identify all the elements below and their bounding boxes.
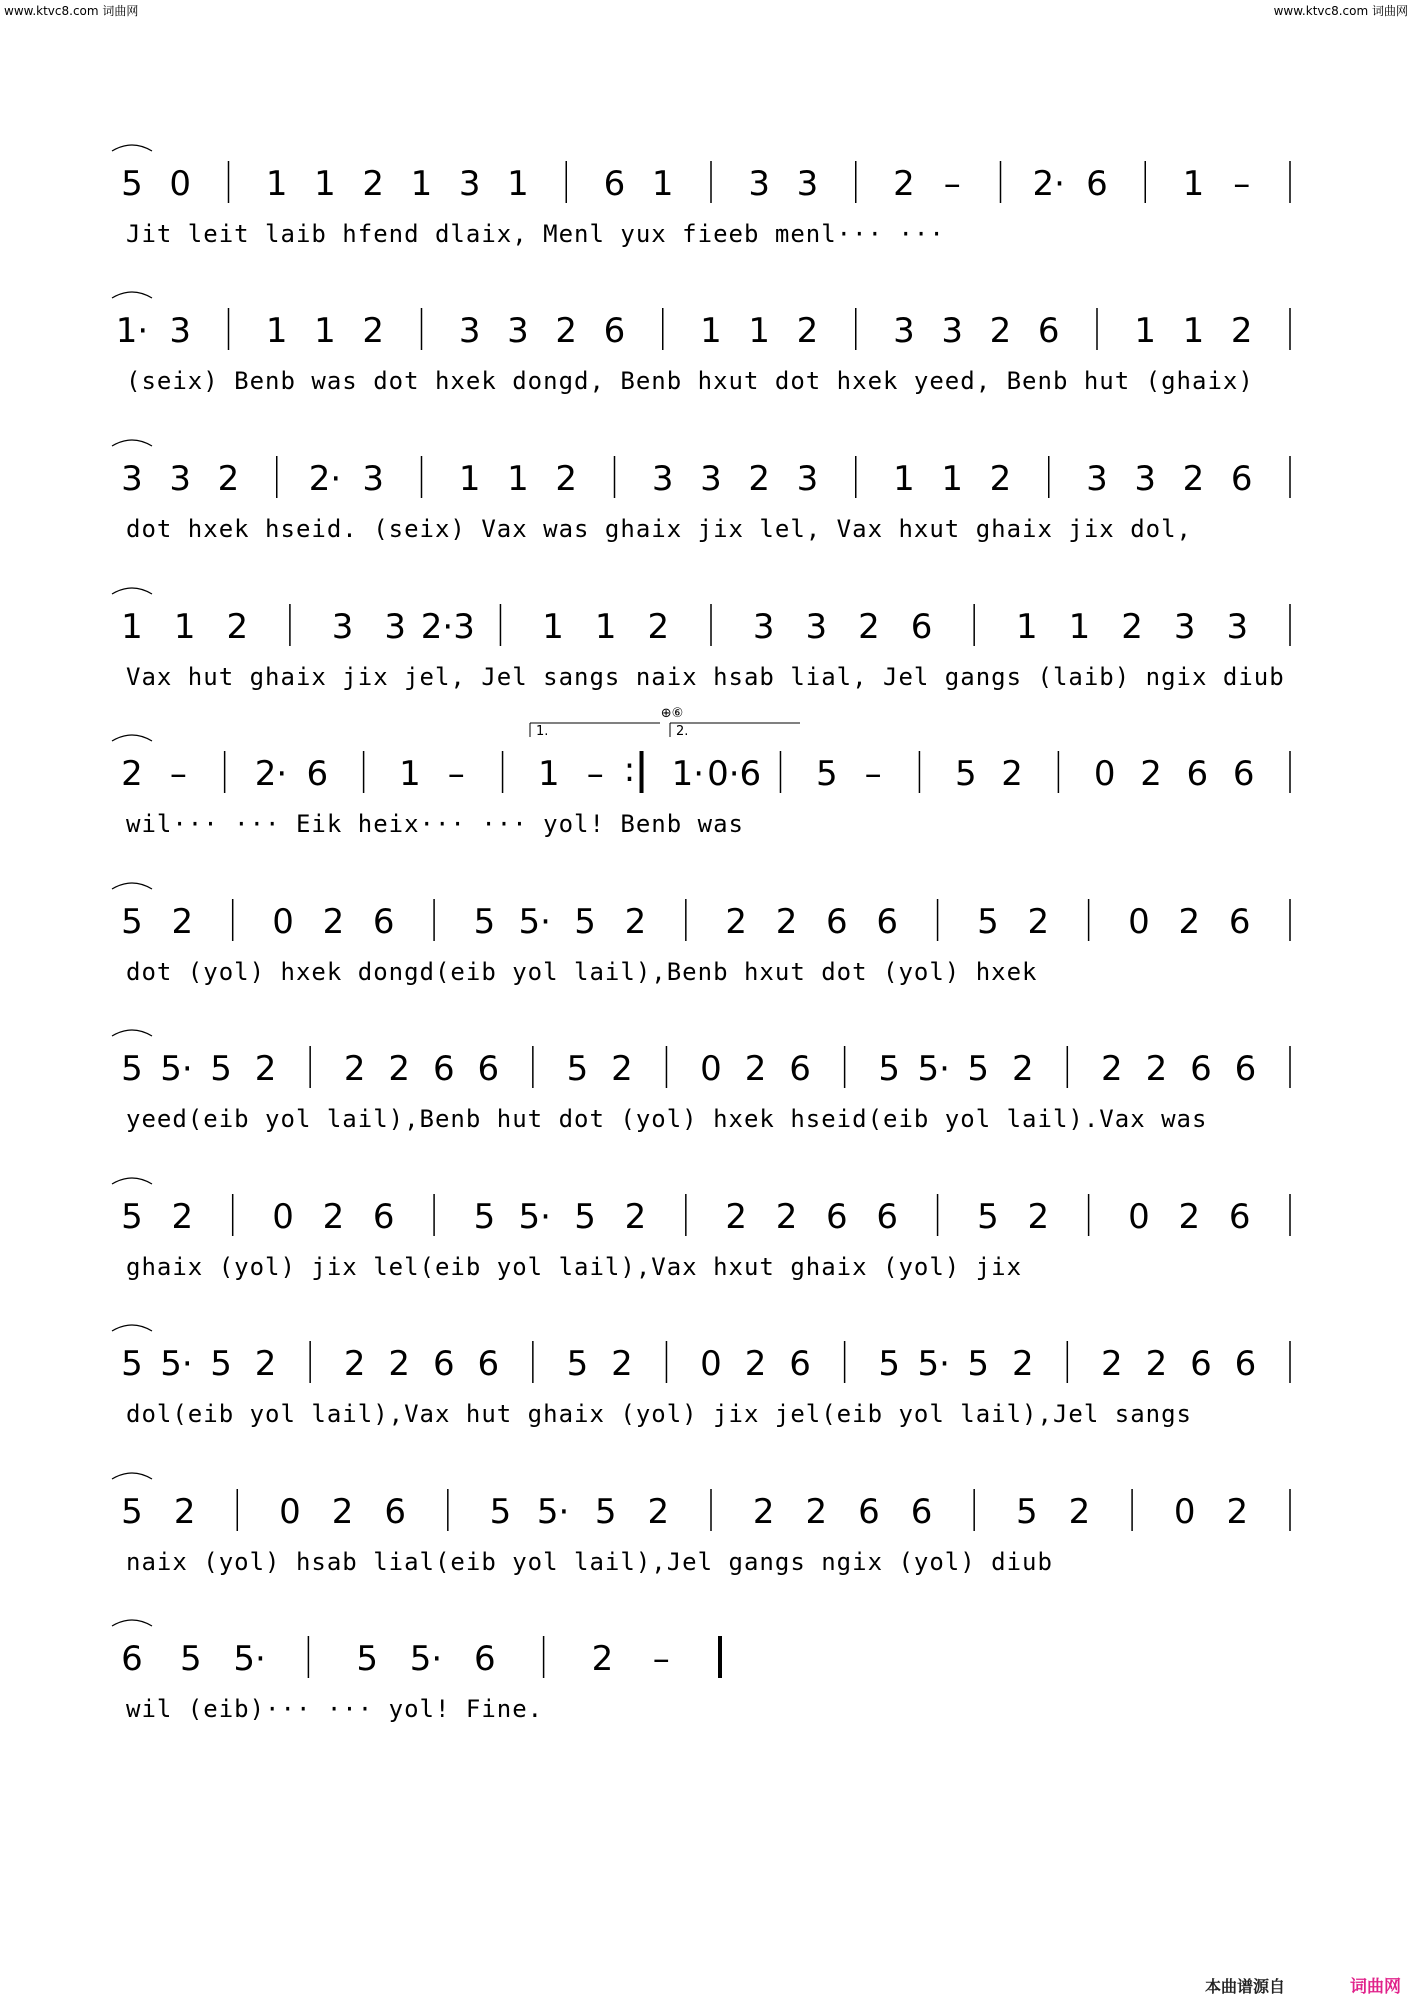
score-note: 5 <box>356 1639 379 1679</box>
score-note: 2 <box>1101 1344 1123 1384</box>
score-note: 3 <box>1134 459 1157 499</box>
score-note: 5 <box>473 902 496 942</box>
score-note: 5· <box>536 1492 570 1532</box>
score-note: 2 <box>254 1344 277 1384</box>
score-note: 3 <box>1173 607 1196 647</box>
score-note: 2 <box>362 311 385 351</box>
score-note: 5 <box>1015 1492 1038 1532</box>
score-note: 5 <box>121 1344 143 1384</box>
slur-arc <box>112 588 152 594</box>
score-note: 2 <box>805 1492 828 1532</box>
score-note: 5 <box>967 1344 990 1384</box>
score-note: 2 <box>1121 607 1143 647</box>
score-note: 5 <box>489 1492 512 1532</box>
score-note: 5· <box>917 1049 950 1089</box>
score-note: 0 <box>272 1197 294 1237</box>
score-note: 2 <box>1068 1492 1091 1532</box>
score-note: 2 <box>1001 754 1023 794</box>
score-note: 2 <box>744 1049 767 1089</box>
score-note: 1 <box>507 459 529 499</box>
footer-source-label: 本曲谱源自 <box>1205 1977 1286 1996</box>
lyrics-line: Jit leit laib hfend dlaix, Menl yux fieeb menl··· ··· <box>126 220 945 248</box>
score-note: 0 <box>700 1049 722 1089</box>
score-note: 2 <box>254 1049 277 1089</box>
score-note: 5 <box>121 902 143 942</box>
score-note: 2 <box>647 1492 670 1532</box>
score-note: 3 <box>796 164 819 204</box>
score-note: 3 <box>507 311 529 351</box>
score-note: 5· <box>409 1639 443 1679</box>
score-note: 6 <box>1190 1344 1212 1384</box>
score-note: 2 <box>624 902 647 942</box>
score-note: 3 <box>458 311 481 351</box>
score-note: 0·6 <box>707 754 762 794</box>
score-note: 2 <box>647 607 670 647</box>
score-note: 2 <box>322 902 345 942</box>
score-note: 2 <box>989 459 1012 499</box>
score-note: 2 <box>362 164 385 204</box>
score-note: 2 <box>1178 902 1201 942</box>
score-note: 2 <box>343 1344 366 1384</box>
score-note: 1· <box>115 311 149 351</box>
slur-arc <box>112 1620 152 1626</box>
volta-label: 1. <box>536 724 549 739</box>
score-note: 6 <box>876 1197 899 1237</box>
score-note: 0 <box>272 902 294 942</box>
score-note: 6 <box>876 902 899 942</box>
score-note: 6 <box>432 1344 455 1384</box>
score-note: 2 <box>1027 902 1050 942</box>
score-note: 2 <box>1027 1197 1050 1237</box>
score-note: 2·3 <box>420 607 475 647</box>
score-note: 3 <box>458 164 481 204</box>
score-note: 6 <box>477 1049 500 1089</box>
score-note: 1 <box>265 164 288 204</box>
score-note: 3 <box>1226 607 1249 647</box>
score-note: 2 <box>893 164 915 204</box>
score-note: 2 <box>1140 754 1162 794</box>
score-note: 1 <box>748 311 771 351</box>
score-note: 5 <box>594 1492 617 1532</box>
score-note: 2 <box>555 311 578 351</box>
score-note: 2 <box>322 1197 345 1237</box>
score-note: 6 <box>1228 902 1251 942</box>
score-note: 1 <box>399 754 421 794</box>
score-note: 6 <box>1230 459 1253 499</box>
lyrics-line: (seix) Benb was dot hxek dongd, Benb hxut dot hxek yeed, Benb hut (ghaix) <box>126 367 1254 395</box>
lyrics-line: naix (yol) hsab lial(eib yol lail),Jel gangs ngix (yol) diub <box>126 1548 1053 1576</box>
score-note: 2 <box>989 311 1012 351</box>
score-note: 6 <box>1190 1049 1212 1089</box>
score-note: 5 <box>179 1639 202 1679</box>
score-note: 1 <box>1182 164 1205 204</box>
score-note: 1 <box>314 164 336 204</box>
score-note: 2 <box>1011 1344 1034 1384</box>
score-note: 5 <box>977 1197 999 1237</box>
score-note: 6 <box>1232 754 1255 794</box>
score-note: 6 <box>384 1492 407 1532</box>
score-note: 6 <box>910 607 933 647</box>
score-note: 6 <box>603 311 626 351</box>
score-note: 2 <box>1226 1492 1249 1532</box>
score-note: 3 <box>121 459 143 499</box>
score-note: 2 <box>591 1639 614 1679</box>
score-note: 5 <box>473 1197 496 1237</box>
lyrics-line: wil··· ··· Eik heix··· ··· yol! Benb was <box>126 810 744 838</box>
header-watermark-left: www.ktvc8.com 词曲网 <box>4 4 139 18</box>
score-note: 2 <box>171 902 194 942</box>
score-note: 6 <box>826 1197 848 1237</box>
score-note: 2 <box>388 1344 411 1384</box>
score-note: 3 <box>748 164 771 204</box>
score-note: 2 <box>555 459 578 499</box>
score-note: 3 <box>169 459 192 499</box>
score-note: 1 <box>1182 311 1205 351</box>
score-note: 1 <box>1134 311 1157 351</box>
score-note: 5 <box>954 754 977 794</box>
score-note: 6 <box>1234 1344 1257 1384</box>
score-note: 1 <box>1015 607 1038 647</box>
score-note: 1 <box>651 164 674 204</box>
score-note: 6 <box>789 1049 811 1089</box>
score-note: 2 <box>611 1049 633 1089</box>
slur-arc <box>112 292 152 298</box>
slur-arc <box>112 440 152 446</box>
score-note: 5 <box>878 1344 900 1384</box>
coda-sign-icon: ⊕⑥ <box>660 706 684 721</box>
score-note: 2 <box>1145 1344 1168 1384</box>
score-note: 2 <box>725 1197 747 1237</box>
score-note: – <box>169 754 187 794</box>
score-note: 2 <box>1182 459 1205 499</box>
score-note: 2 <box>752 1492 775 1532</box>
score-note: 3 <box>362 459 385 499</box>
score-note: 2 <box>796 311 819 351</box>
score-note: 1 <box>893 459 915 499</box>
score-note: 1 <box>700 311 722 351</box>
score-note: 1 <box>1068 607 1091 647</box>
score-note: 2 <box>624 1197 647 1237</box>
score-note: 3 <box>805 607 828 647</box>
score-note: 1 <box>507 164 529 204</box>
score-note: 1 <box>542 607 564 647</box>
lyrics-line: dot hxek hseid. (seix) Vax was ghaix jix lel, Vax hxut ghaix jix dol, <box>126 515 1192 543</box>
score-note: 1 <box>121 607 143 647</box>
slur-arc <box>112 1473 152 1479</box>
score-note: 1 <box>173 607 196 647</box>
score-note: 2 <box>611 1344 633 1384</box>
score-note: 3 <box>700 459 722 499</box>
lyrics-line: Vax hut ghaix jix jel, Jel sangs naix hsab lial, Jel gangs (laib) ngix diub <box>126 663 1285 691</box>
score-note: 5 <box>210 1344 232 1384</box>
score-note: 6 <box>306 754 329 794</box>
score-note: 5 <box>566 1344 589 1384</box>
score-note: 1 <box>265 311 288 351</box>
slur-arc <box>112 1325 152 1331</box>
score-note: 1 <box>538 754 560 794</box>
score-note: 0 <box>700 1344 722 1384</box>
score-note: 6 <box>477 1344 500 1384</box>
score-note: 2 <box>343 1049 366 1089</box>
score-note: 0 <box>1093 754 1116 794</box>
score-note: 5 <box>121 1197 143 1237</box>
score-note: 2 <box>1230 311 1253 351</box>
score-note: – <box>586 754 604 794</box>
slur-arc <box>112 883 152 889</box>
score-note: 5 <box>210 1049 232 1089</box>
lyrics-line: wil (eib)··· ··· yol! Fine. <box>126 1695 544 1723</box>
score-note: 2 <box>725 902 747 942</box>
score-note: – <box>864 754 882 794</box>
score-note: 3 <box>752 607 775 647</box>
score-note: 1 <box>410 164 433 204</box>
score-note: 2 <box>226 607 249 647</box>
score-note: 2 <box>744 1344 767 1384</box>
score-note: 5 <box>878 1049 900 1089</box>
score-note: 6 <box>372 902 395 942</box>
score-note: 5 <box>121 1049 143 1089</box>
score-note: – <box>447 754 465 794</box>
score-note: 1 <box>941 459 964 499</box>
score-note: 3 <box>1086 459 1108 499</box>
score-note: 3 <box>796 459 819 499</box>
slur-arc <box>112 145 152 151</box>
score-note: 5 <box>121 1492 143 1532</box>
score-note: 2· <box>1032 164 1065 204</box>
score-note: 5 <box>121 164 143 204</box>
score-note: 5 <box>574 1197 596 1237</box>
score-note: 6 <box>1186 754 1209 794</box>
score-note: 2 <box>171 1197 194 1237</box>
score-note: 0 <box>1128 902 1150 942</box>
score-note: 0 <box>1128 1197 1150 1237</box>
score-note: 5· <box>160 1049 193 1089</box>
score-note: 3 <box>384 607 407 647</box>
score-note: 3 <box>893 311 915 351</box>
score-note: 2 <box>388 1049 411 1089</box>
score-note: 3 <box>941 311 964 351</box>
volta-label: 2. <box>676 724 689 739</box>
score-note: 2 <box>775 902 798 942</box>
score-note: 5 <box>977 902 999 942</box>
score-note: 1· <box>671 754 705 794</box>
score-note: 2 <box>1178 1197 1201 1237</box>
score-note: 5 <box>815 754 838 794</box>
score-note: 2 <box>775 1197 798 1237</box>
score-note: 1 <box>314 311 336 351</box>
score-note: 2 <box>1145 1049 1168 1089</box>
score-note: 6 <box>1228 1197 1251 1237</box>
score-note: 5· <box>233 1639 266 1679</box>
score-note: 2 <box>858 607 880 647</box>
lyrics-line: yeed(eib yol lail),Benb hut dot (yol) hxek hseid(eib yol lail).Vax was <box>126 1105 1208 1133</box>
score-note: 2 <box>1101 1049 1123 1089</box>
score-note: 5· <box>518 902 552 942</box>
lyrics-line: dol(eib yol lail),Vax hut ghaix (yol) jix jel(eib yol lail),Jel sangs <box>126 1400 1192 1428</box>
score-note: 0 <box>169 164 192 204</box>
score-note: 5 <box>566 1049 589 1089</box>
score-note: 6 <box>473 1639 496 1679</box>
score-note: 2 <box>748 459 771 499</box>
score-note: 2 <box>331 1492 354 1532</box>
score-note: 5 <box>967 1049 990 1089</box>
score-note: 2 <box>1011 1049 1034 1089</box>
score-note: – <box>652 1639 670 1679</box>
score-note: 2 <box>173 1492 196 1532</box>
score-note: 6 <box>826 902 848 942</box>
score-note: 5· <box>518 1197 552 1237</box>
header-watermark-right: www.ktvc8.com 词曲网 <box>1273 4 1408 18</box>
score-note: 5· <box>160 1344 193 1384</box>
lyrics-line: dot (yol) hxek dongd(eib yol lail),Benb hxut dot (yol) hxek <box>126 958 1038 986</box>
score-note: 2· <box>254 754 288 794</box>
score-note: 6 <box>432 1049 455 1089</box>
score-note: 6 <box>1234 1049 1257 1089</box>
score-note: – <box>1233 164 1251 204</box>
score-note: 6 <box>372 1197 395 1237</box>
slur-arc <box>112 1178 152 1184</box>
score-note: 3 <box>331 607 354 647</box>
score-note: 6 <box>1086 164 1108 204</box>
score-note: 2 <box>121 754 143 794</box>
score-note: 0 <box>1173 1492 1196 1532</box>
score-note: 6 <box>121 1639 143 1679</box>
repeat-sign: : <box>623 750 636 790</box>
score-note: 1 <box>458 459 481 499</box>
score-note: 2 <box>217 459 240 499</box>
score-note: – <box>943 164 961 204</box>
score-note: 5 <box>574 902 596 942</box>
score-note: 6 <box>858 1492 880 1532</box>
score-note: 0 <box>279 1492 301 1532</box>
score-note: 3 <box>169 311 192 351</box>
score-note: 2· <box>308 459 342 499</box>
footer-logo: 词曲网 <box>1350 1977 1401 1997</box>
score-note: 6 <box>910 1492 933 1532</box>
score-note: 6 <box>1037 311 1060 351</box>
score-note: 5· <box>917 1344 950 1384</box>
slur-arc <box>112 735 152 741</box>
lyrics-line: ghaix (yol) jix lel(eib yol lail),Vax hxut ghaix (yol) jix <box>126 1253 1023 1281</box>
score-note: 6 <box>789 1344 811 1384</box>
score-note: 3 <box>651 459 674 499</box>
slur-arc <box>112 1030 152 1036</box>
score-note: 1 <box>594 607 617 647</box>
score-note: 6 <box>603 164 626 204</box>
